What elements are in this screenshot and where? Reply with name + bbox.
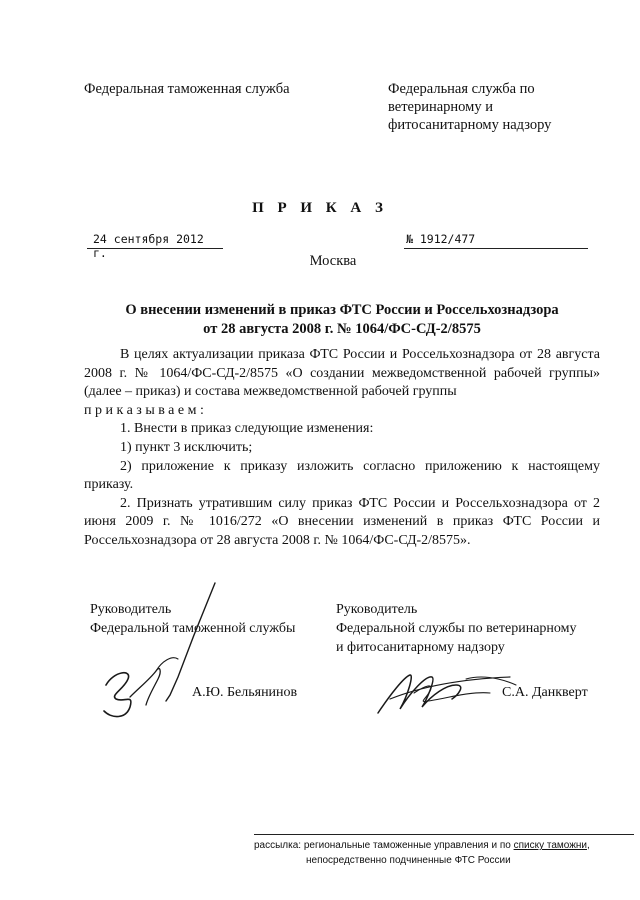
heading-line: от 28 августа 2008 г. № 1064/ФС-СД-2/8575 [203, 321, 481, 337]
right-org-line: фитосанитарному надзору [388, 117, 552, 133]
distribution-prefix: рассылка: региональные таможенные управления и по [254, 840, 514, 851]
order-heading [84, 301, 600, 339]
signatory-title-line: и фитосанитарному надзору [336, 640, 505, 655]
left-handwritten-signature [90, 575, 230, 725]
left-organization: Федеральная таможенная служба [84, 81, 290, 97]
right-signatory-title [336, 600, 577, 657]
intro-paragraph: В целях актуализации приказа ФТС России и Россельхознадзора от 28 августа 2008 г. № 1064/ФС-СД-2/8575 «О создании межведомственной рабочей группы» (далее – приказ) и состава межведомственной рабочей группы [84, 347, 600, 400]
right-handwritten-signature [370, 655, 540, 725]
order-word: приказываем: [84, 402, 208, 418]
right-org-line: Федеральная служба по [388, 81, 535, 97]
distribution-suffix: , [587, 840, 590, 851]
signatory-title-line: Руководитель [336, 602, 418, 617]
document-number: № 1912/477 [404, 232, 588, 249]
heading-line: О внесении изменений в приказ ФТС России и Россельхознадзора [125, 302, 559, 318]
distribution-line-1 [254, 838, 634, 853]
footer-rule [254, 834, 634, 835]
left-signatory-name: А.Ю. Бельянинов [192, 685, 298, 700]
city: Москва [309, 253, 357, 269]
item-1: 1. Внести в приказ следующие изменения: [120, 421, 374, 437]
right-organization [388, 80, 551, 134]
signatory-title-line: Федеральной таможенной службы [90, 621, 296, 636]
distribution-list [254, 838, 634, 868]
distribution-link[interactable]: списку таможни [513, 840, 587, 851]
signatory-title-line: Федеральной службы по ветеринарному [336, 621, 577, 636]
right-signatory-name: С.А. Данкверт [502, 685, 588, 700]
item-1-1: 1) пункт 3 исключить; [120, 439, 253, 455]
signatory-title-line: Руководитель [90, 602, 172, 617]
item-1-2: 2) приложение к приказу изложить согласно приложению к настоящему приказу. [84, 458, 600, 493]
document-date: 24 сентября 2012 г. [87, 232, 223, 249]
item-2: 2. Признать утратившим силу приказ ФТС России и Россельхознадзора от 2 июня 2009 г. № 1016/272 «О внесении изменений в приказ ФТС России и Россельхознадзора от 28 августа 2008 г. № 1064/ФС-СД-2/8575». [84, 495, 600, 548]
right-org-line: ветеринарному и [388, 99, 493, 115]
document-title: П Р И К А З [252, 200, 388, 216]
distribution-line-2: непосредственно подчиненные ФТС России [306, 855, 511, 866]
order-body [84, 346, 600, 551]
